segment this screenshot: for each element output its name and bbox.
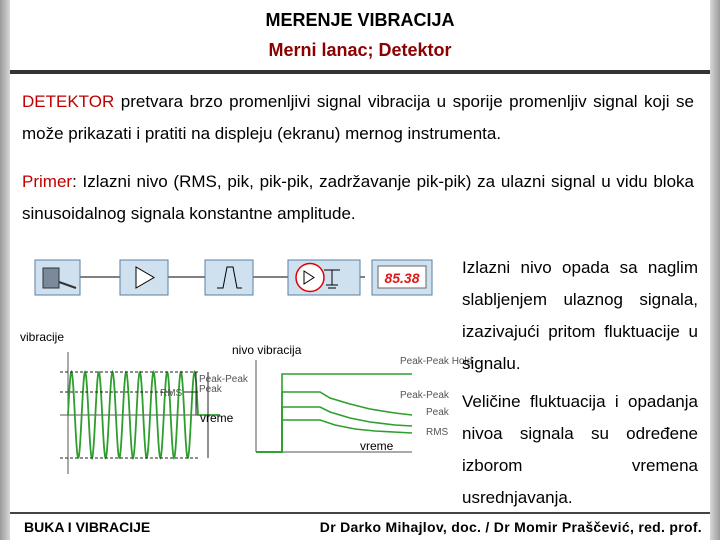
display-value: 85.38 (384, 270, 420, 286)
header-divider (10, 70, 710, 74)
side-text-fluctuation: Izlazni nivo opada sa naglim slabljenjem ulaznog signala, izazivajući pritom fluktuacije u signalu. (462, 258, 698, 373)
footer-authors: Dr Darko Mihajlov, doc. / Dr Momir Praščević, red. prof. (319, 519, 702, 535)
left-plot (20, 330, 249, 474)
filter-block (205, 260, 253, 295)
footer-divider (10, 512, 710, 514)
peak-peak-label: Peak-Peak (199, 374, 248, 385)
transducer-block (35, 260, 80, 295)
paragraph-example (22, 166, 694, 230)
left-frame-bar (0, 0, 10, 540)
footer-course: BUKA I VIBRACIJE (24, 519, 151, 535)
term-example: Primer (22, 172, 73, 191)
detector-diagram (20, 252, 473, 504)
right-frame-bar (710, 0, 720, 540)
right-peak-peak-label: Peak-Peak (400, 390, 449, 401)
right-plot-ylabel: nivo vibracija (232, 343, 302, 357)
right-peak-label: Peak (426, 407, 449, 418)
left-plot-xlabel: vreme (200, 411, 234, 425)
side-text-averaging: Veličine fluktuacija i opadanja nivoa signala su određene izborom vremena usrednjavanja. (462, 392, 698, 507)
detector-block (288, 260, 360, 295)
peak-peak-hold-label: Peak-Peak Hold (400, 356, 473, 367)
side-text (462, 252, 698, 514)
slide-subtitle: Merni lanac; Detektor (268, 40, 452, 60)
left-plot-ylabel: vibracije (20, 330, 65, 344)
slide-title: MERENJE VIBRACIJA (265, 10, 455, 30)
term-detector: DETEKTOR (22, 92, 115, 111)
amplifier-block (120, 260, 168, 295)
rms-label: RMS (160, 388, 183, 399)
paragraph-detector (22, 86, 694, 150)
paragraph-detector-text: pretvara brzo promenljivi signal vibracija u sporije promenljiv signal koji se može prikazati i pratiti na displeju (ekranu) mernog instrumenta. (22, 92, 694, 143)
right-plot-xlabel: vreme (360, 439, 394, 453)
peak-label: Peak (199, 384, 222, 395)
right-plot (232, 343, 472, 453)
right-rms-label: RMS (426, 427, 449, 438)
display-block (372, 260, 432, 295)
paragraph-example-text: : Izlazni nivo (RMS, pik, pik-pik, zadržavanje pik-pik) za ulazni signal u vidu bloka sinusoidalnog signala konstantne amplitude. (22, 172, 694, 223)
